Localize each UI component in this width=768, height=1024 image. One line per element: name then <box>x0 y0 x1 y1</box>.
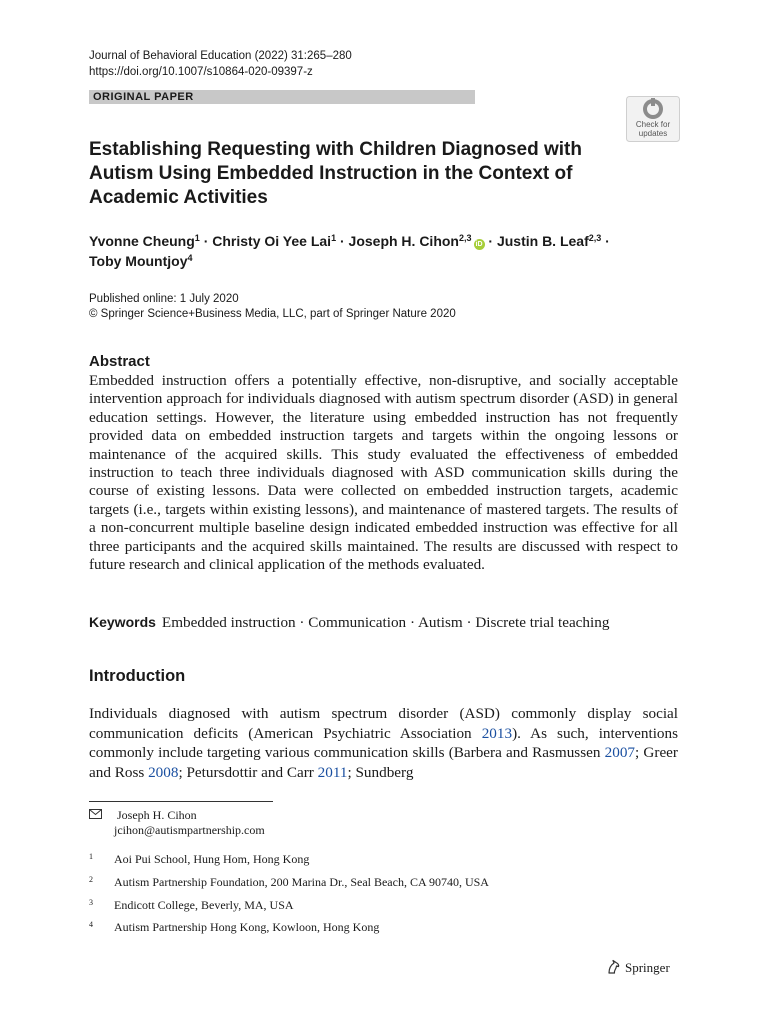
svg-text:Check for: Check for <box>635 120 671 129</box>
author-affiliation-mark: 4 <box>187 253 193 263</box>
affiliation-text: Autism Partnership Foundation, 200 Marina Dr., Seal Beach, CA 90740, USA <box>114 875 489 889</box>
author-affiliation-mark: 1 <box>331 233 337 243</box>
abstract-text: Embedded instruction offers a potentially effective, non-disruptive, and socially acceptable intervention approach for individuals diagnosed with autism spectrum disorder (ASD) in general education settings. However, the literature using embedded instruction has not frequently provided data on embedded instruction targets and targets within the ongoing lessons or maintenance of the acquired skills. This study evaluated the effectiveness of embedded instruction to teach three individuals diagnosed with ASD communication skills during the course of existing lessons. Data were collected on embedded instruction targets, academic targets (i.e., targets within existing lessons), and maintenance of mastered targets. The results of a non-concurrent multiple baseline design indicated embedded instruction was effective for all three participants and the acquired skills maintained. The results are discussed with respect to future research and clinical application of the methods evaluated. <box>89 372 678 574</box>
intro-text-run: ; Greer and Ross <box>89 744 678 781</box>
abstract-heading: Abstract <box>89 353 150 370</box>
contact-email[interactable]: jcihon@autismpartnership.com <box>114 823 265 837</box>
article-type-bar <box>89 90 475 104</box>
author-separator: · <box>203 233 209 249</box>
author-list <box>89 231 689 271</box>
citation-link[interactable]: 2011 <box>317 763 348 781</box>
author-name: Yvonne Cheung <box>89 233 195 249</box>
keywords-label: Keywords <box>89 614 156 630</box>
article-title: Establishing Requesting with Children Diagnosed with Autism Using Embedded Instruction in the Context of Academic Activities <box>89 139 582 208</box>
citation-link[interactable]: 2007 <box>604 744 636 761</box>
introduction-text <box>89 704 678 782</box>
check-for-updates-badge[interactable] <box>626 96 680 142</box>
author-name: Joseph H. Cihon <box>348 233 459 249</box>
envelope-icon <box>89 808 103 823</box>
publication-info <box>89 292 456 322</box>
citation-link[interactable]: 2008 <box>148 763 179 781</box>
published-date: Published online: 1 July 2020 <box>89 293 239 305</box>
author-name: Justin B. Leaf <box>496 233 589 249</box>
intro-text-run: ; Petursdottir and Carr <box>178 763 318 781</box>
author-separator: · <box>488 233 494 249</box>
affiliation-text: Aoi Pui School, Hung Hom, Hong Kong <box>114 852 310 866</box>
introduction-heading: Introduction <box>89 667 186 685</box>
author-separator: · <box>605 233 610 249</box>
article-type-label: ORIGINAL PAPER <box>93 91 194 103</box>
orcid-icon[interactable]: iD <box>475 241 483 248</box>
intro-text-run: ; Sundberg <box>347 763 414 781</box>
author-affiliation-mark: 1 <box>194 233 200 243</box>
intro-text-run: ). As such, interventions commonly include targeting various communication skills (Barbera and Rasmussen <box>89 724 679 761</box>
footnote-divider <box>89 801 273 802</box>
corresponding-author <box>89 808 265 838</box>
check-for-updates-icon <box>626 96 680 142</box>
publisher-logo <box>605 959 670 977</box>
publisher-name: Springer <box>625 960 670 975</box>
svg-text:updates: updates <box>638 129 668 138</box>
intro-text-run: Individuals diagnosed with autism spectrum disorder (ASD) commonly display social communication deficits (American Psychiatric Association <box>89 705 678 742</box>
author-name: Toby Mountjoy <box>89 253 188 269</box>
affiliation-item: $^4$ Autism Partnership Hong Kong, Kowloon, Hong Kong <box>89 920 380 934</box>
affiliation-item: $^3$ Endicott College, Beverly, MA, USA <box>89 898 294 912</box>
author-name: Christy Oi Yee Lai <box>212 233 332 249</box>
affiliation-text: Endicott College, Beverly, MA, USA <box>114 898 294 912</box>
journal-citation: Journal of Behavioral Education (2022) 31:265–280 <box>89 50 352 62</box>
keywords-line <box>89 612 689 633</box>
journal-header <box>89 48 352 80</box>
author-separator: · <box>339 233 345 249</box>
keywords-list: Embedded instruction · Communication · Autism · Discrete trial teaching <box>161 614 610 631</box>
author-affiliation-mark: 2,3 <box>458 233 472 243</box>
affiliation-text: Autism Partnership Hong Kong, Kowloon, Hong Kong <box>114 920 380 934</box>
author-affiliation-mark: 2,3 <box>588 233 602 243</box>
copyright-line: © Springer Science+Business Media, LLC, part of Springer Nature 2020 <box>89 308 456 320</box>
affiliation-item: $^2$ Autism Partnership Foundation, 200 Marina Dr., Seal Beach, CA 90740, USA <box>89 875 489 889</box>
doi-link[interactable]: https://doi.org/10.1007/s10864-020-09397-z <box>89 66 313 78</box>
affiliation-item: $^1$ Aoi Pui School, Hung Hom, Hong Kong <box>89 852 310 866</box>
springer-horse-icon <box>605 959 621 975</box>
contact-name: Joseph H. Cihon <box>117 808 197 822</box>
citation-link[interactable]: 2013 <box>481 724 513 742</box>
